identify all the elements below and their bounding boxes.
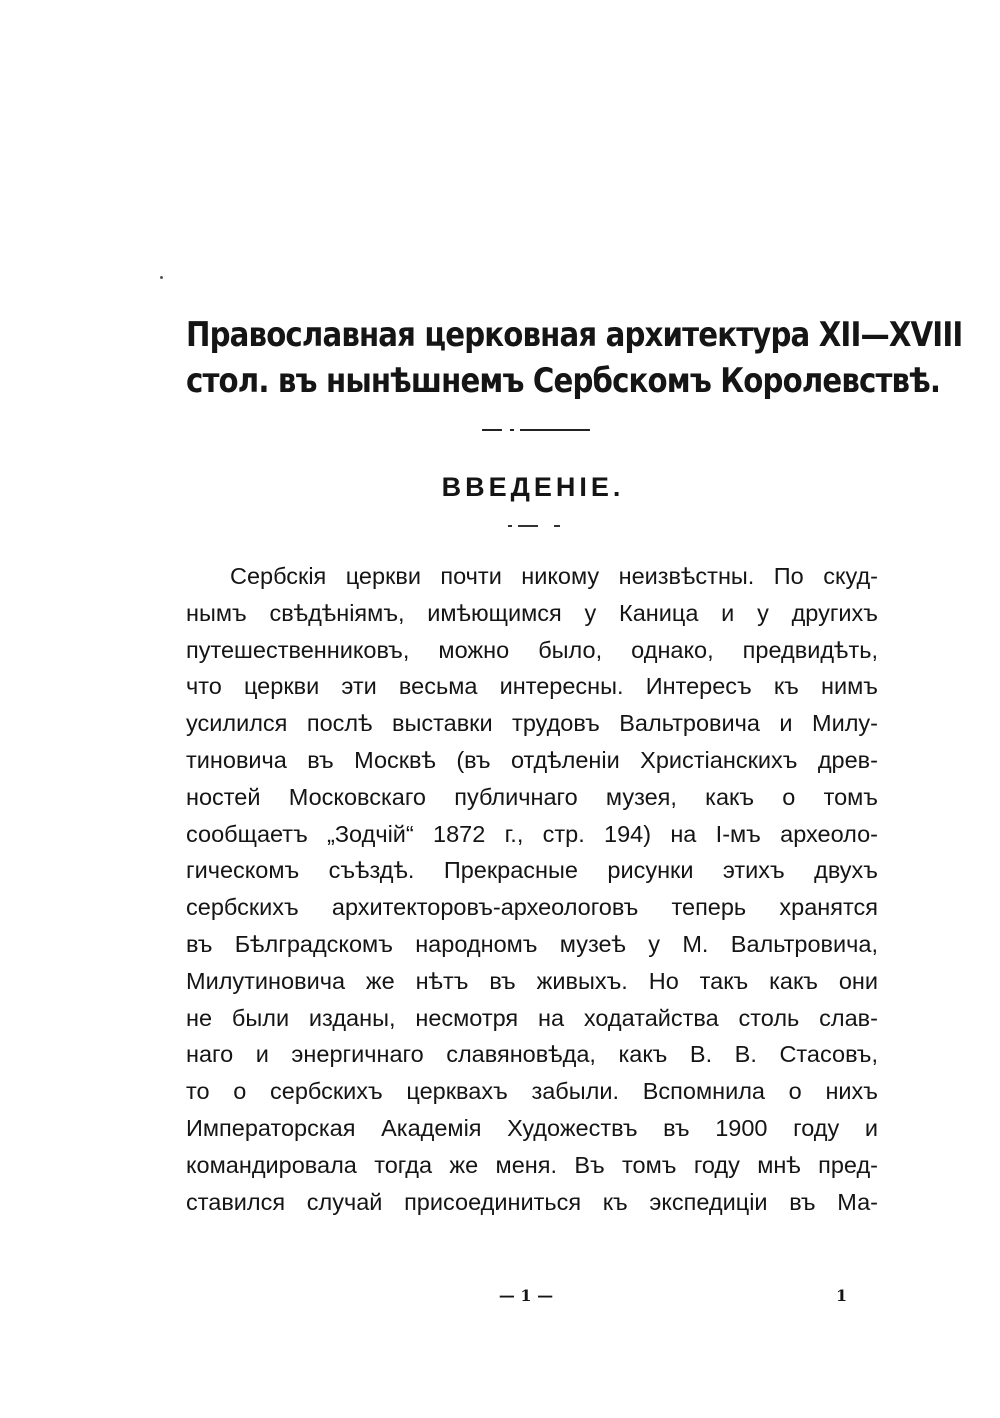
text-line: Сербскія церкви почти никому неизвѣстны. По скуд-	[230, 563, 878, 589]
ornamental-divider-bottom	[508, 525, 564, 527]
title-line-2: стол. въ нынѣшнемъ Сербскомъ Королевствѣ.	[186, 361, 941, 401]
text-line: что церкви эти весьма интересны. Интересъ къ нимъ	[186, 673, 878, 700]
text-line: то о сербскихъ церквахъ забыли. Вспомнила о нихъ	[186, 1078, 878, 1105]
document-title	[186, 312, 963, 404]
text-line: сообщаетъ „Зодчій“ 1872 г., стр. 194) на І-мъ археоло-	[186, 820, 878, 847]
body-paragraph	[186, 558, 878, 1220]
text-line: путешественниковъ, можно было, однако, предвидѣть,	[186, 636, 878, 663]
signature-mark: 1	[836, 1286, 848, 1305]
title-line-1: Православная церковная архитектура XII—XVIII	[186, 315, 963, 355]
text-line: командировала тогда же меня. Въ томъ году мнѣ пред-	[186, 1151, 878, 1178]
text-line: сербскихъ архитекторовъ-археологовъ теперь хранятся	[186, 894, 878, 921]
text-line: не были изданы, несмотря на ходатайства столь слав-	[186, 1004, 878, 1031]
text-line: ставился случай присоединиться къ экспедиціи въ Ма-	[186, 1188, 878, 1215]
text-line: въ Бѣлградскомъ народномъ музеѣ у М. Вальтровича,	[186, 930, 878, 957]
text-line: Императорская Академія Художествъ въ 1900 году и	[186, 1114, 878, 1141]
text-line: ностей Московскаго публичнаго музея, какъ о томъ	[186, 783, 878, 810]
stray-ink-speck	[160, 276, 163, 279]
section-heading: ВВЕДЕНІЕ.	[441, 472, 625, 502]
text-line: гическомъ съѣздѣ. Прекрасные рисунки этихъ двухъ	[186, 857, 878, 884]
ornamental-divider-top	[482, 429, 590, 431]
text-line: Милутиновича же нѣтъ въ живыхъ. Но такъ какъ они	[186, 967, 878, 994]
text-line: тиновича въ Москвѣ (въ отдѣленіи Христіанскихъ древ-	[186, 746, 878, 773]
text-line: наго и энергичнаго славяновѣда, какъ В. В. Стасовъ,	[186, 1041, 878, 1068]
text-line: усилился послѣ выставки трудовъ Вальтровича и Милу-	[186, 710, 878, 737]
text-line: нымъ свѣдѣніямъ, имѣющимся у Каница и у другихъ	[186, 599, 878, 626]
page-number: — 1 —	[498, 1286, 554, 1305]
